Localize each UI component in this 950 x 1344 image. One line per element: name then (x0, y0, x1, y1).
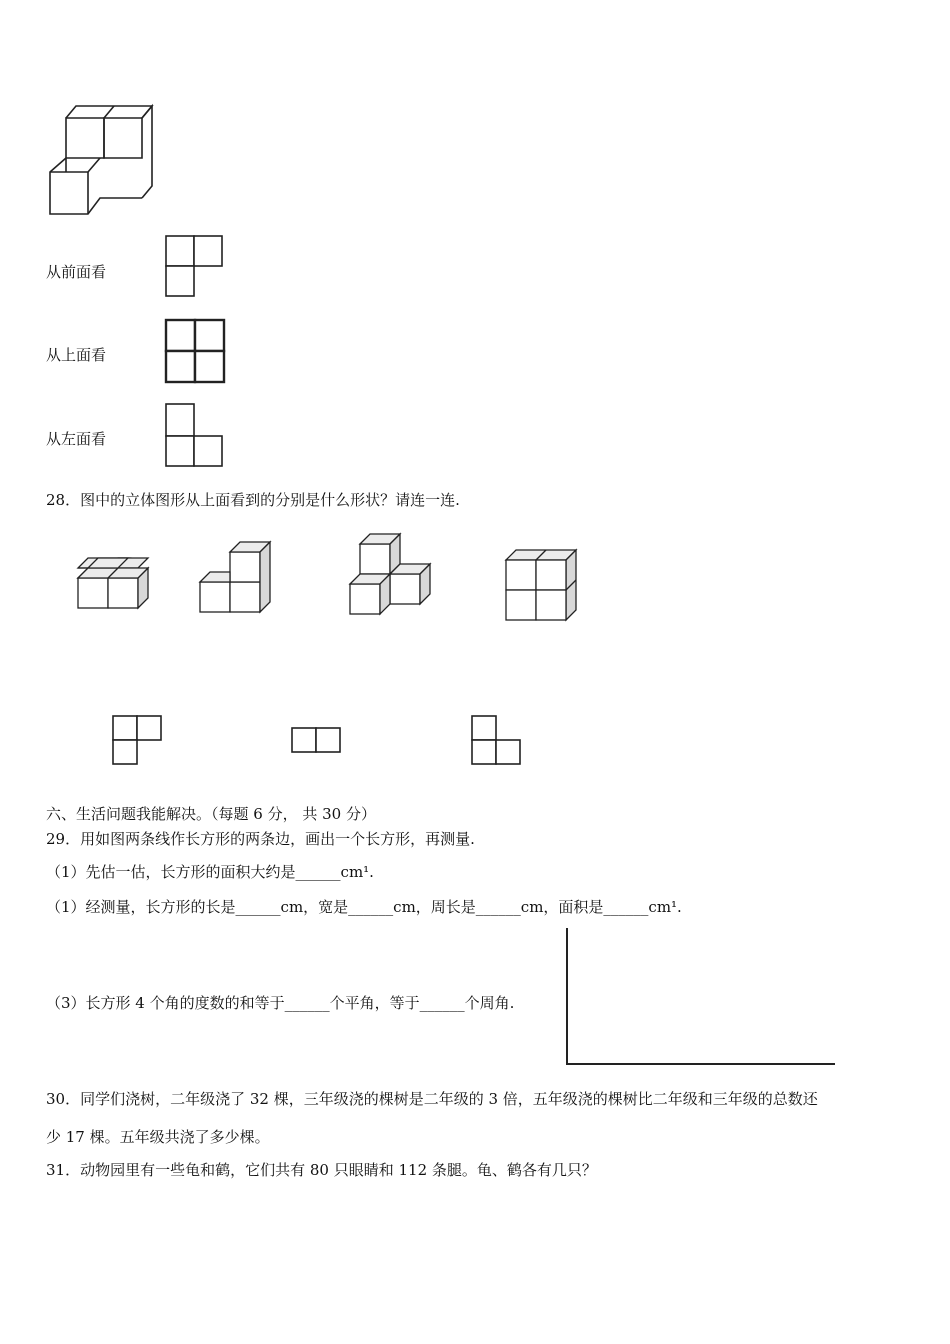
front-view-shape (164, 234, 224, 300)
solid-figure-2 (198, 540, 278, 620)
view-label-top: 从上面看 (46, 346, 107, 364)
q29-part1: （1）先估一估，长方形的面积大约是______cm¹. (46, 863, 374, 881)
q29-question: 29．用如图两条线作长方形的两条边，画出一个长方形，再测量. (46, 830, 475, 848)
view-label-front: 从前面看 (46, 263, 107, 281)
top-view-shape (164, 318, 226, 384)
q29-part2: （1）经测量，长方形的长是______cm，宽是______cm，周长是______cm，面积是______cm¹. (46, 898, 682, 916)
section-heading: 六、生活问题我能解决。（每题 6 分， 共 30 分） (46, 805, 376, 823)
solid-figure-1 (76, 556, 156, 616)
solid-figure-4 (504, 548, 584, 628)
top-view-option-3 (470, 714, 524, 768)
perpendicular-lines-figure (560, 926, 840, 1066)
q31-question: 31．动物园里有一些龟和鹤，它们共有 80 只眼睛和 112 条腿。龟、鹤各有几只？ (46, 1161, 597, 1179)
top-view-option-2 (290, 726, 344, 756)
q29-part3: （3）长方形 4 个角的度数的和等于______个平角，等于______个周角. (46, 994, 515, 1012)
q30-line1: 30．同学们浇树，二年级浇了 32 棵，三年级浇的棵树是二年级的 3 倍，五年级浇的棵树比二年级和三年级的总数还 (46, 1090, 818, 1108)
solid-figure-3 (348, 532, 438, 622)
top-view-option-1 (111, 714, 165, 768)
q28-question: 28．图中的立体图形从上面看到的分别是什么形状？请连一连. (46, 491, 460, 509)
view-label-left: 从左面看 (46, 430, 107, 448)
q30-line2: 少 17 棵。五年级共浇了多少棵。 (46, 1128, 270, 1146)
left-view-shape (164, 402, 226, 468)
